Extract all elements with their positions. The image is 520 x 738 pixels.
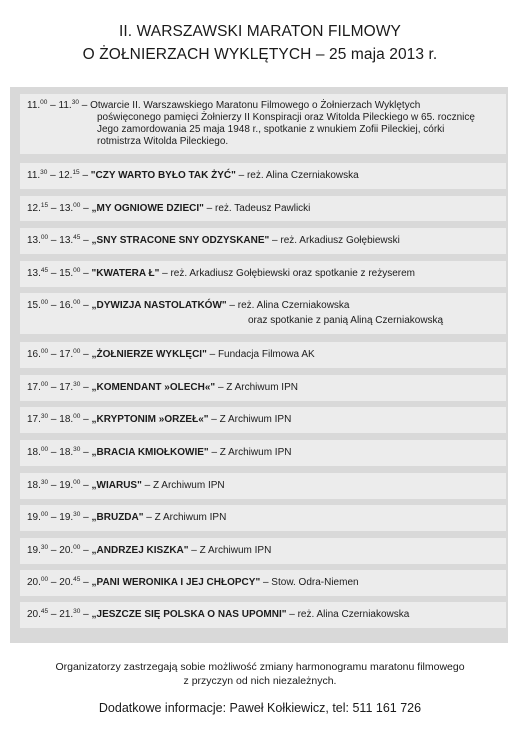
film-detail: – reż. Alina Czerniakowska [235,170,359,181]
end-hour: 21. [59,609,74,620]
end-hour: 20. [59,545,74,556]
film-title: „PANI WERONIKA I JEJ CHŁOPCY" [91,577,261,588]
time-separator: – [80,447,92,458]
end-hour: 17. [59,382,74,393]
film-detail: – Fundacja Filmowa AK [206,349,315,360]
film-detail: – Z Archiwum IPN [208,447,292,458]
time-separator: – [80,577,92,588]
film-title: „BRACIA KMIOŁKOWIE" [91,447,209,458]
start-hour: 18. [27,447,41,458]
end-hour: 11. [58,100,72,111]
end-minutes: 00 [73,348,81,355]
film-title: "CZY WARTO BYŁO TAK ŻYĆ" [90,170,236,181]
end-minutes: 00 [73,413,81,420]
schedule-row [20,342,506,368]
start-minutes: 00 [40,299,49,306]
start-minutes: 00 [40,446,49,453]
schedule-line [27,609,409,621]
end-minutes: 00 [73,544,81,551]
start-hour: 20. [27,577,41,588]
start-minutes: 00 [40,348,49,355]
schedule-row [20,228,506,254]
end-minutes: 30 [73,446,81,453]
end-minutes: 00 [73,201,81,209]
schedule-panel [10,87,508,643]
contact-info: Dodatkowe informacje: Paweł Kołkiewicz, tel: 511 161 726 [98,701,422,715]
film-title: „KRYPTONIM »ORZEŁ«" [91,414,209,425]
schedule-line [27,545,271,557]
end-minutes: 30 [73,511,81,518]
end-minutes: 00 [73,299,81,306]
schedule-line [27,414,291,426]
film-title: "KWATERA Ł" [91,268,160,279]
schedule-row [20,440,506,466]
schedule-row [20,570,506,596]
end-hour: 20. [59,577,74,588]
end-minutes: 30 [71,99,79,106]
start-hour: 13. [27,268,41,279]
start-minutes: 30 [40,479,49,486]
start-hour: 16. [27,349,41,360]
schedule-row-content [27,268,415,280]
end-minutes: 00 [73,479,81,486]
film-title: „DYWIZJA NASTOLATKÓW" [91,300,227,311]
start-minutes: 30 [40,544,49,551]
film-detail: – Stow. Odra-Niemen [260,577,359,588]
end-hour: 18. [59,447,74,458]
time-separator: – [80,545,92,556]
page-title-line-1: II. WARSZAWSKI MARATON FILMOWY [118,23,401,40]
film-title: „MY OGNIOWE DZIECI" [91,202,204,214]
film-detail: – Z Archiwum IPN [141,480,225,491]
start-hour: 12. [27,202,41,214]
schedule-line [27,300,443,312]
time-separator: – [80,480,92,491]
schedule-row-content [27,577,359,589]
schedule-row-content [27,300,443,327]
end-hour: 19. [59,512,74,523]
film-title: „BRUZDA" [91,512,144,523]
end-minutes: 15 [72,169,80,176]
end-minutes: 30 [73,608,81,615]
start-hour: 13. [27,235,41,246]
film-detail: – reż. Arkadiusz Gołębiewski oraz spotkanie z reżyserem [159,268,416,279]
time-separator: – [80,202,92,214]
schedule-row [20,261,506,287]
time-separator: – [48,349,60,360]
start-hour: 18. [27,480,41,491]
time-separator: – [48,512,60,523]
time-separator: – [48,609,60,620]
schedule-line [27,268,415,280]
schedule-line [27,577,359,589]
end-minutes: 45 [73,576,81,583]
start-minutes: 00 [40,511,49,518]
time-separator: – [48,414,60,425]
start-minutes: 45 [40,608,49,615]
film-title: „ANDRZEJ KISZKA" [91,545,189,556]
time-separator: – [80,235,92,246]
film-detail: – reż. Alina Czerniakowska [286,609,410,620]
schedule-row-content [27,235,400,247]
time-separator: – [80,382,92,393]
film-detail: – reż. Tadeusz Pawlicki [203,202,311,214]
schedule-row [20,602,506,628]
film-detail-extra: oraz spotkanie z panią Aliną Czerniakowską [248,315,444,326]
film-title: „KOMENDANT »OLECH«" [91,382,216,393]
end-hour: 18. [59,414,74,425]
time-separator: – [80,609,92,620]
start-hour: 11. [27,170,41,181]
schedule-line [27,170,359,182]
time-separator: – [48,480,60,491]
schedule-line [27,382,298,394]
end-hour: 17. [59,349,74,360]
start-minutes: 00 [40,381,49,388]
time-separator: – [48,545,60,556]
start-hour: 11. [27,100,41,111]
schedule-row [20,375,506,401]
schedule-row [20,505,506,531]
end-hour: 16. [59,300,74,311]
schedule-line [27,349,315,361]
start-hour: 15. [27,300,41,311]
start-minutes: 15 [40,201,49,209]
schedule-row-content [27,170,359,182]
schedule-row-content [27,545,271,557]
time-separator: – [80,349,92,360]
time-separator: – [47,170,59,181]
schedule-row-content [27,382,298,394]
end-hour: 19. [59,480,74,491]
start-minutes: 00 [40,576,49,583]
time-separator: – [48,300,60,311]
time-separator: – [48,577,60,588]
time-separator: – [48,268,60,279]
start-minutes: 00 [40,99,48,106]
schedule-line [27,235,400,247]
time-separator: – [80,414,92,425]
footer-note-line-2: z przyczyn od nich niezależnych. [183,675,337,687]
end-hour: 15. [59,268,74,279]
time-separator: – [48,202,60,214]
film-title: „SNY STRACONE SNY ODZYSKANE" [91,235,270,246]
event-description-line: Jego zamordowania 25 maja 1948 r., spotkanie z wnukiem Zofii Pileckiej, córki [97,124,445,135]
schedule-line [27,480,225,492]
end-minutes: 30 [73,381,81,388]
end-hour: 13. [59,235,74,246]
page-title-line-2: O ŻOŁNIERZACH WYKLĘTYCH – 25 maja 2013 r. [82,46,438,63]
schedule-row-content [27,447,291,459]
schedule-line [27,447,291,459]
schedule-row [20,473,506,499]
start-minutes: 30 [40,169,48,176]
film-detail: – Z Archiwum IPN [215,382,298,393]
start-hour: 19. [27,545,41,556]
end-hour: 12. [58,170,73,181]
schedule-row [20,407,506,433]
schedule-row-content [27,609,409,621]
schedule-row [20,163,506,189]
end-minutes: 45 [73,234,81,241]
event-description-line: Otwarcie II. Warszawskiego Maratonu Filmowego o Żołnierzach Wyklętych [90,100,421,111]
time-separator: – [80,268,92,279]
start-hour: 20. [27,609,41,620]
time-separator: – [47,100,59,111]
event-description-line: rotmistrza Witolda Pileckiego. [97,136,229,147]
schedule-row [20,293,506,334]
start-hour: 19. [27,512,41,523]
film-detail: – Z Archiwum IPN [208,414,292,425]
film-detail: – reż. Alina Czerniakowska [226,300,350,311]
start-hour: 17. [27,414,41,425]
schedule-line [27,203,310,215]
start-minutes: 00 [40,234,49,241]
film-detail: – Z Archiwum IPN [143,512,227,523]
time-separator: – [48,235,60,246]
time-separator: – [78,100,91,111]
time-separator: – [80,300,92,311]
schedule-row [20,94,506,154]
schedule-row-content [27,414,291,426]
start-hour: 17. [27,382,41,393]
schedule-row [20,538,506,564]
event-description-line: poświęconego pamięci Żołnierzy II Konspiracji oraz Witolda Pileckiego w 65. rocznicę [97,112,475,123]
start-minutes: 30 [40,413,49,420]
end-hour: 13. [59,202,74,214]
film-title: „ŻOŁNIERZE WYKLĘCI" [91,349,207,360]
start-minutes: 45 [40,267,49,274]
schedule-row-content [27,203,310,215]
footer-note-line-1: Organizatorzy zastrzegają sobie możliwość zmiany harmonogramu maratonu filmowego [55,661,465,673]
schedule-row-content [27,480,225,492]
film-title: „WIARUS" [91,480,142,491]
film-title: „JESZCZE SIĘ POLSKA O NAS UPOMNI" [91,609,287,620]
film-detail: – Z Archiwum IPN [188,545,272,556]
schedule-line [27,512,226,524]
schedule-line [27,100,475,112]
time-separator: – [48,447,60,458]
time-separator: – [79,170,91,181]
schedule-row-content [27,100,475,148]
schedule-row-content [27,512,226,524]
schedule-row-content [27,349,315,361]
schedule-row [20,196,506,221]
end-minutes: 00 [73,267,81,274]
time-separator: – [48,382,60,393]
film-detail: – reż. Arkadiusz Gołębiewski [269,235,400,246]
time-separator: – [80,512,92,523]
